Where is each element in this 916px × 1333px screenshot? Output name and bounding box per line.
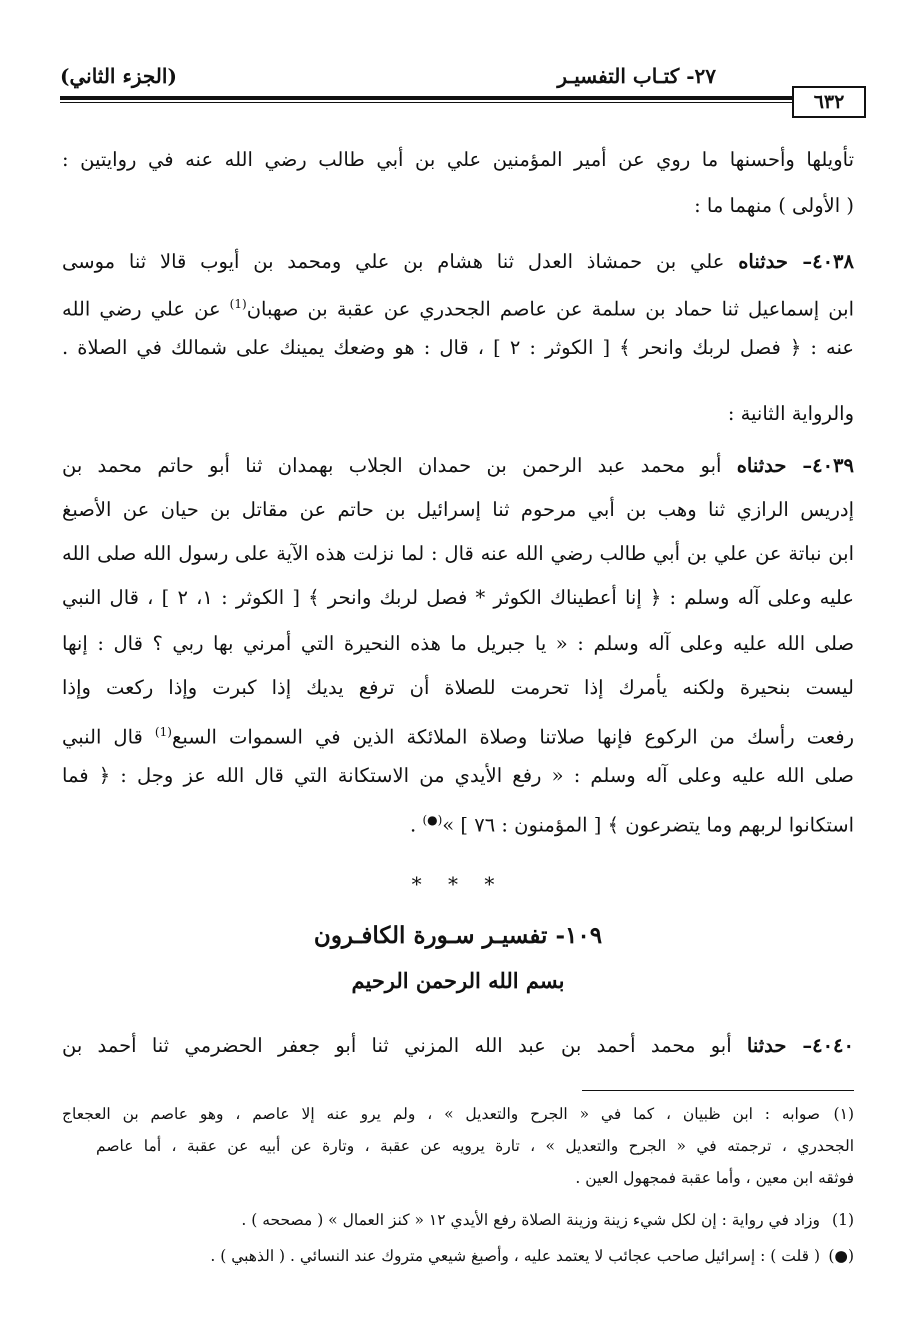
- hadith-number: ٤٠٣٩: [812, 454, 854, 477]
- page-number: ٦٣٢: [792, 86, 866, 118]
- surah-title: ١٠٩- تفسيـر سـورة الكافـرون: [313, 922, 603, 949]
- hadith-heading: – حدثناه: [736, 454, 813, 477]
- footnote-ref: (1): [229, 297, 247, 311]
- hadith-4039-line-1: [62, 452, 854, 480]
- text-line-1: تأويلها وأحسنها ما روي عن أمير المؤمنين علي بن أبي طالب رضي الله عنه في روايتين :: [62, 148, 854, 171]
- text-line-10: عليه وعلى آله وسلم : ﴿ إنا أعطيناك الكوثر * فصل لربك وانحر ﴾ [ الكوثر : ١، ٢ ] ، قال النبي: [62, 586, 855, 609]
- text-segment: قال النبي: [62, 725, 155, 749]
- text-line-5: عنه : ﴿ فصل لربك وانحر ﴾ [ الكوثر : ٢ ] ، قال : هو وضعك يمينك على شمالك في الصلاة .: [62, 336, 855, 359]
- footnote-ref: (●): [422, 813, 443, 827]
- hadith-heading: – حدثنا: [746, 1034, 813, 1057]
- text-segment: رفعت رأسك من الركوع فإنها صلاتنا وصلاة الملائكة الذين في السموات السبع: [171, 725, 854, 749]
- footnote-text: ( قلت ) : إسرائيل صاحب عجائب لا يعتمد عليه ، وأصبغ شيعي متروك عند النسائي . ( الذهبي ) .: [210, 1247, 820, 1265]
- hadith-number: ٤٠٣٨: [812, 250, 854, 273]
- footnote-marker: (١): [833, 1105, 854, 1123]
- footnote-2: [62, 1208, 854, 1232]
- text-line-9: ابن نباتة عن علي بن أبي طالب رضي الله عنه قال : لما نزلت هذه الآية على رسول الله صلى الله: [62, 542, 854, 565]
- text-line-2: ( الأولى ) منهما ما :: [694, 194, 854, 217]
- hadith-text: أبو محمد عبد الرحمن بن حمدان الجلاب بهمدان ثنا أبو حاتم محمد بن: [62, 454, 722, 477]
- chapter-title: ٢٧- كتـاب التفسيـر: [557, 64, 716, 88]
- text-line-11: صلى الله عليه وعلى آله وسلم : « يا جبريل ما هذه النحيرة التي أمرني بها ربي ؟ قال : إنها: [62, 632, 854, 655]
- text-line-6: والرواية الثانية :: [727, 402, 854, 425]
- header-rule-thick: [60, 96, 856, 100]
- text-line-13: [62, 718, 854, 752]
- basmala: بسم الله الرحمن الرحيم: [351, 968, 565, 993]
- footnote-marker: (1): [832, 1211, 854, 1229]
- footnote-1-line-1: [62, 1102, 854, 1126]
- text-line-14: صلى الله عليه وعلى آله وسلم : « رفع الأيدي من الاستكانة التي قال الله عز وجل : ﴿ فما: [62, 764, 854, 787]
- hadith-4040-line-1: [62, 1032, 854, 1060]
- hadith-text: علي بن حمشاذ العدل ثنا هشام بن علي ومحمد بن أيوب قالا ثنا موسى: [62, 250, 725, 273]
- text-segment: .: [410, 813, 423, 837]
- text-segment: عن علي رضي الله: [62, 297, 230, 321]
- text-segment: ابن إسماعيل ثنا حماد بن سلمة عن عاصم الجحدري عن عقبة بن صهبان: [246, 297, 854, 321]
- text-segment: استكانوا لربهم وما يتضرعون ﴾ [ المؤمنون : ٧٦ ] »: [442, 813, 854, 837]
- hadith-number: ٤٠٤٠: [812, 1034, 854, 1057]
- book-part: (الجزء الثاني): [60, 64, 177, 88]
- running-header: [60, 62, 856, 98]
- footnote-1-line-2: الجحدري ، ترجمته في « الجرح والتعديل » ، تارة يرويه عن عقبة ، وتارة عن أبيه عن عقبة ، أما عاصم: [96, 1137, 854, 1155]
- footnote-rule: [582, 1090, 854, 1091]
- text-line-15: [62, 806, 854, 840]
- section-divider: * * *: [411, 872, 505, 896]
- hadith-heading: – حدثناه: [738, 250, 813, 273]
- footnote-1-line-3: فوثقه ابن معين ، وأما عقبة فمجهول العين .: [575, 1169, 854, 1187]
- text-line-12: ليست بنحيرة ولكنه يأمرك إذا تحرمت للصلاة أن ترفع يديك إذا كبرت وإذا ركعت وإذا: [62, 676, 854, 699]
- footnote-3: [62, 1244, 854, 1268]
- footnote-text: صوابه : ابن ظبيان ، كما في « الجرح والتعديل » ، ولم يرو عنه إلا عاصم ، وهو عاصم بن العجعاج: [62, 1105, 820, 1123]
- footnote-text: وزاد في رواية : إن لكل شيء زينة وزينة الصلاة رفع الأيدي ١٢ « كنز العمال » ( مصححه ) .: [241, 1211, 820, 1229]
- footnote-marker: (●): [828, 1247, 854, 1265]
- header-rule-thin: [60, 102, 856, 103]
- hadith-4038-line-1: [62, 248, 854, 276]
- text-line-8: إدريس الرازي ثنا وهب بن أبي مرحوم ثنا إسرائيل بن حاتم عن مقاتل بن حيان عن الأصبغ: [62, 498, 854, 521]
- text-line-4: [62, 290, 854, 324]
- hadith-text: أبو محمد أحمد بن عبد الله المزني ثنا أبو جعفر الحضرمي ثنا أحمد بن: [62, 1034, 732, 1057]
- footnote-ref: (1): [154, 725, 172, 739]
